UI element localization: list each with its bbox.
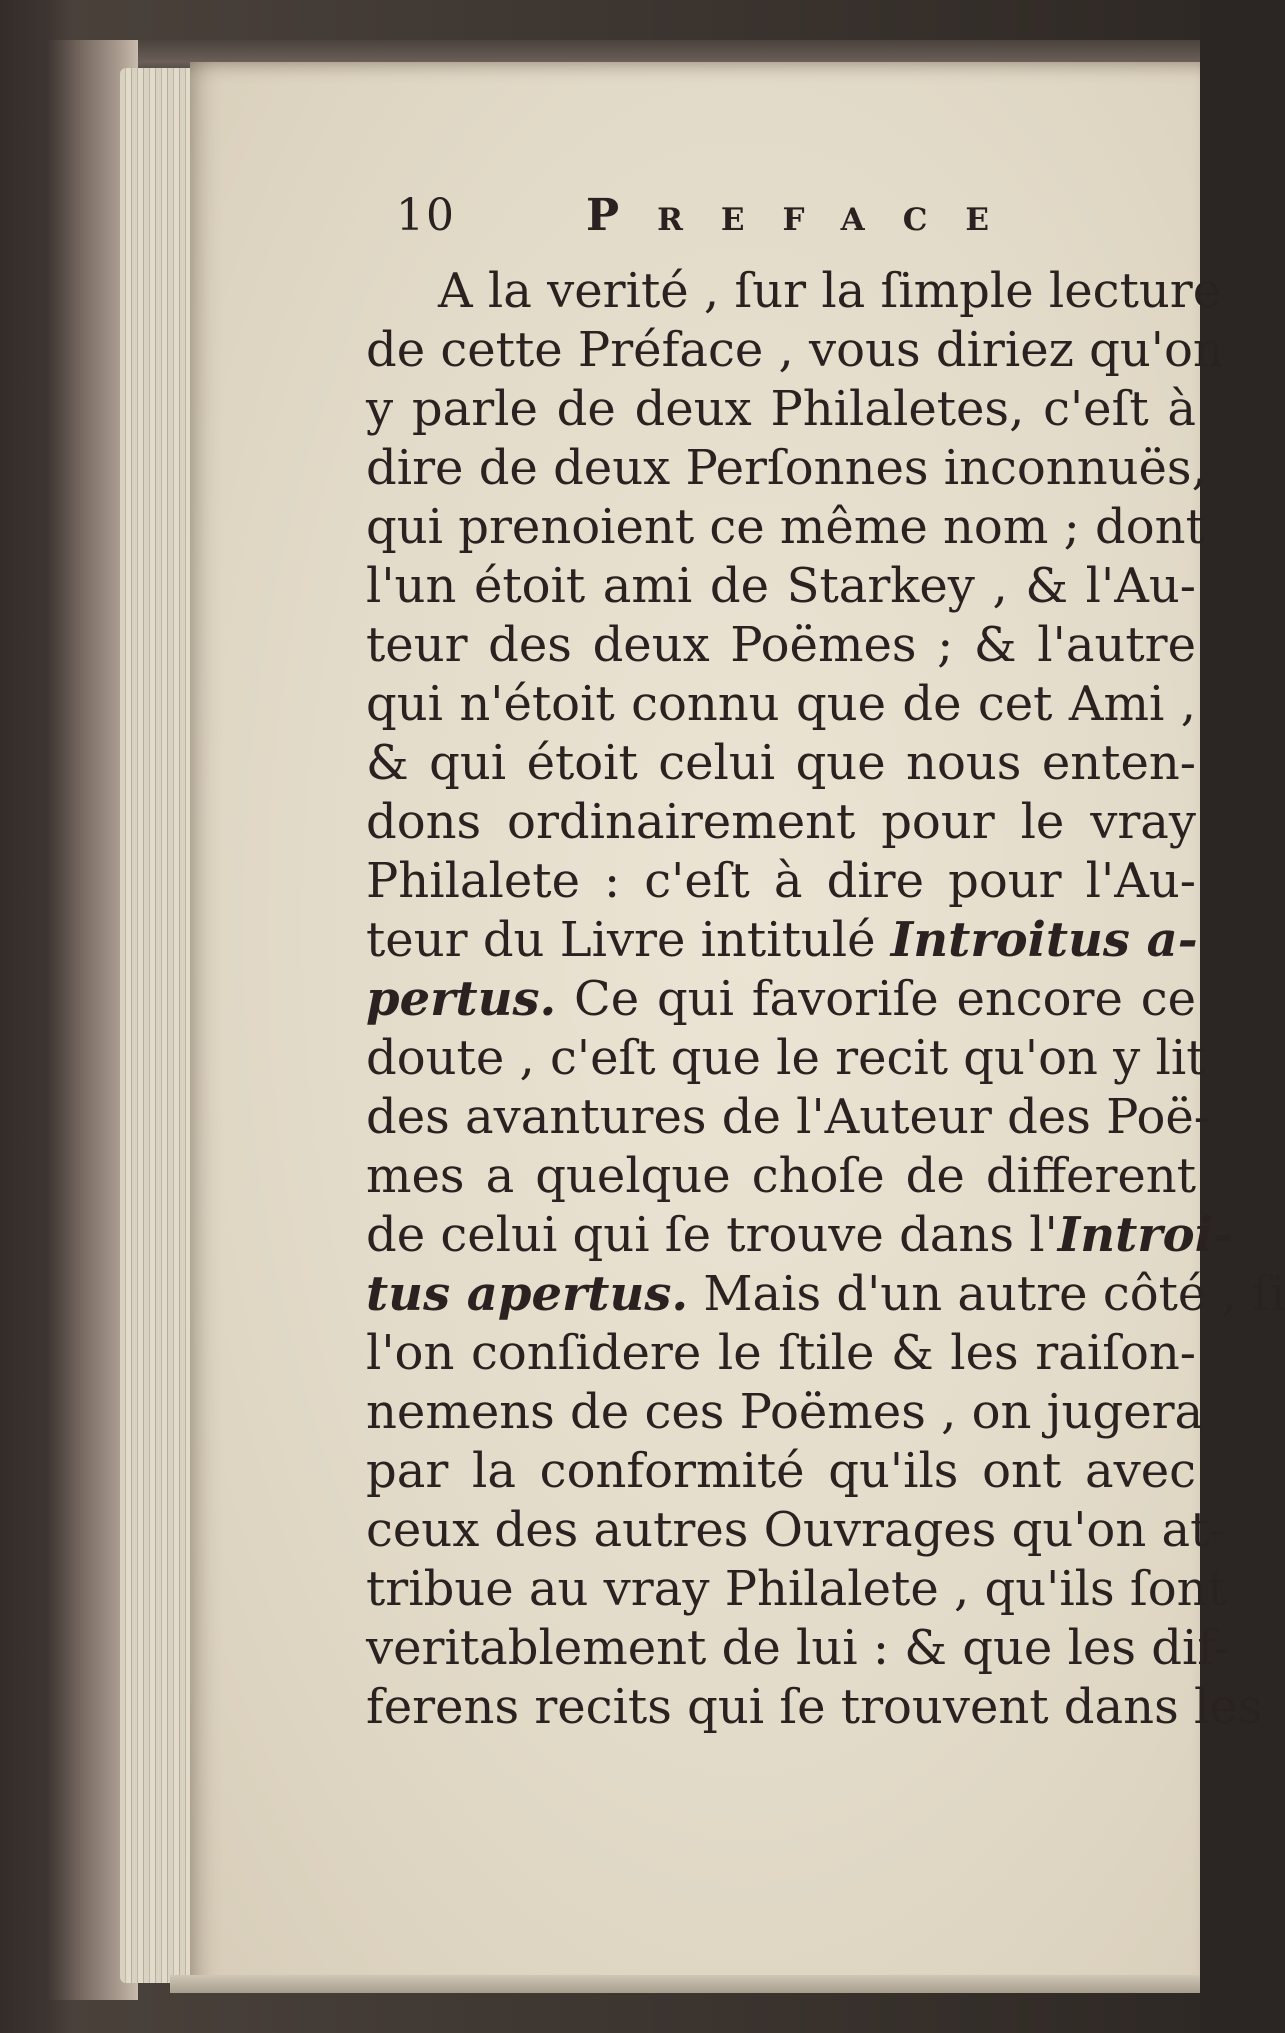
text-line [366,616,1196,675]
line-text: qui n'étoit connu que de cet Ami , [366,676,1196,732]
line-text: l'un étoit ami de Starkey , & l'Au- [366,558,1196,614]
line-text: par la conformité qu'ils ont avec [366,1443,1196,1499]
line-text: de celui qui ſe trouve dans l' [366,1207,1058,1263]
line-text: ferens recits qui ſe trouvent dans les [366,1679,1263,1735]
line-text: tribue au vray Philalete , qu'ils ſont [366,1561,1227,1617]
text-line [366,321,1224,380]
text-line [366,970,1196,1029]
italic-phrase: Introi- [1057,1207,1233,1263]
page-number: 10 [396,190,456,241]
line-text: dons ordinairement pour le vray [366,794,1196,850]
text-line [366,1029,1206,1088]
line-text: de cette Préface , vous diriez qu'on [366,322,1224,378]
text-line [366,911,1196,970]
line-text: veritablement de lui : & que les dif- [366,1620,1230,1676]
line-text: mes a quelque choſe de different [366,1148,1196,1204]
text-line [366,1206,1233,1265]
italic-phrase: pertus. [366,971,557,1027]
line-text: ceux des autres Ouvrages qu'on at- [366,1502,1226,1558]
line-text: nemens de ces Poëmes , on jugera [366,1384,1204,1440]
page-header [396,190,1096,260]
line-text: A la verité , ſur la ſimple lecture [438,263,1222,319]
text-line [366,439,1207,498]
page-bottom-edge [170,1975,1200,1993]
text-line [366,1383,1204,1442]
text-line [366,1442,1196,1501]
text-line [366,734,1196,793]
line-text: teur des deux Poëmes ; & l'autre [366,617,1196,673]
page-edges [120,68,200,1983]
line-text: Mais d'un autre côté , ſi [688,1266,1285,1322]
text-line [366,262,1222,321]
body-text [366,262,1285,1737]
italic-phrase: tus apertus. [366,1266,689,1322]
line-text: l'on conſidere le ſtile & les raiſon- [366,1325,1196,1381]
text-line [366,793,1196,852]
text-line [366,557,1196,616]
italic-phrase: Introitus a- [890,912,1198,968]
line-text: dire de deux Perſonnes inconnuës, [366,440,1207,496]
text-line [366,1619,1230,1678]
text-line [366,380,1196,439]
line-text: teur du Livre intitulé [366,912,891,968]
text-line [366,1088,1210,1147]
line-text: Ce qui favoriſe encore ce [556,971,1196,1027]
text-line [366,675,1196,734]
text-line [366,498,1205,557]
text-line [366,1265,1285,1324]
line-text: y parle de deux Philaletes, c'eſt à [366,381,1196,437]
text-line [366,1560,1227,1619]
running-title: Preface [586,190,1028,241]
text-line [366,852,1196,911]
line-text: Philalete : c'eſt à dire pour l'Au- [366,853,1196,909]
line-text: des avantures de l'Auteur des Poë- [366,1089,1210,1145]
line-text: qui prenoient ce même nom ; dont [366,499,1205,555]
text-line [366,1678,1263,1737]
text-line [366,1324,1196,1383]
text-line [366,1147,1196,1206]
line-text: doute , c'eſt que le recit qu'on y lit [366,1030,1206,1086]
line-text: & qui étoit celui que nous enten- [366,735,1196,791]
text-line [366,1501,1226,1560]
